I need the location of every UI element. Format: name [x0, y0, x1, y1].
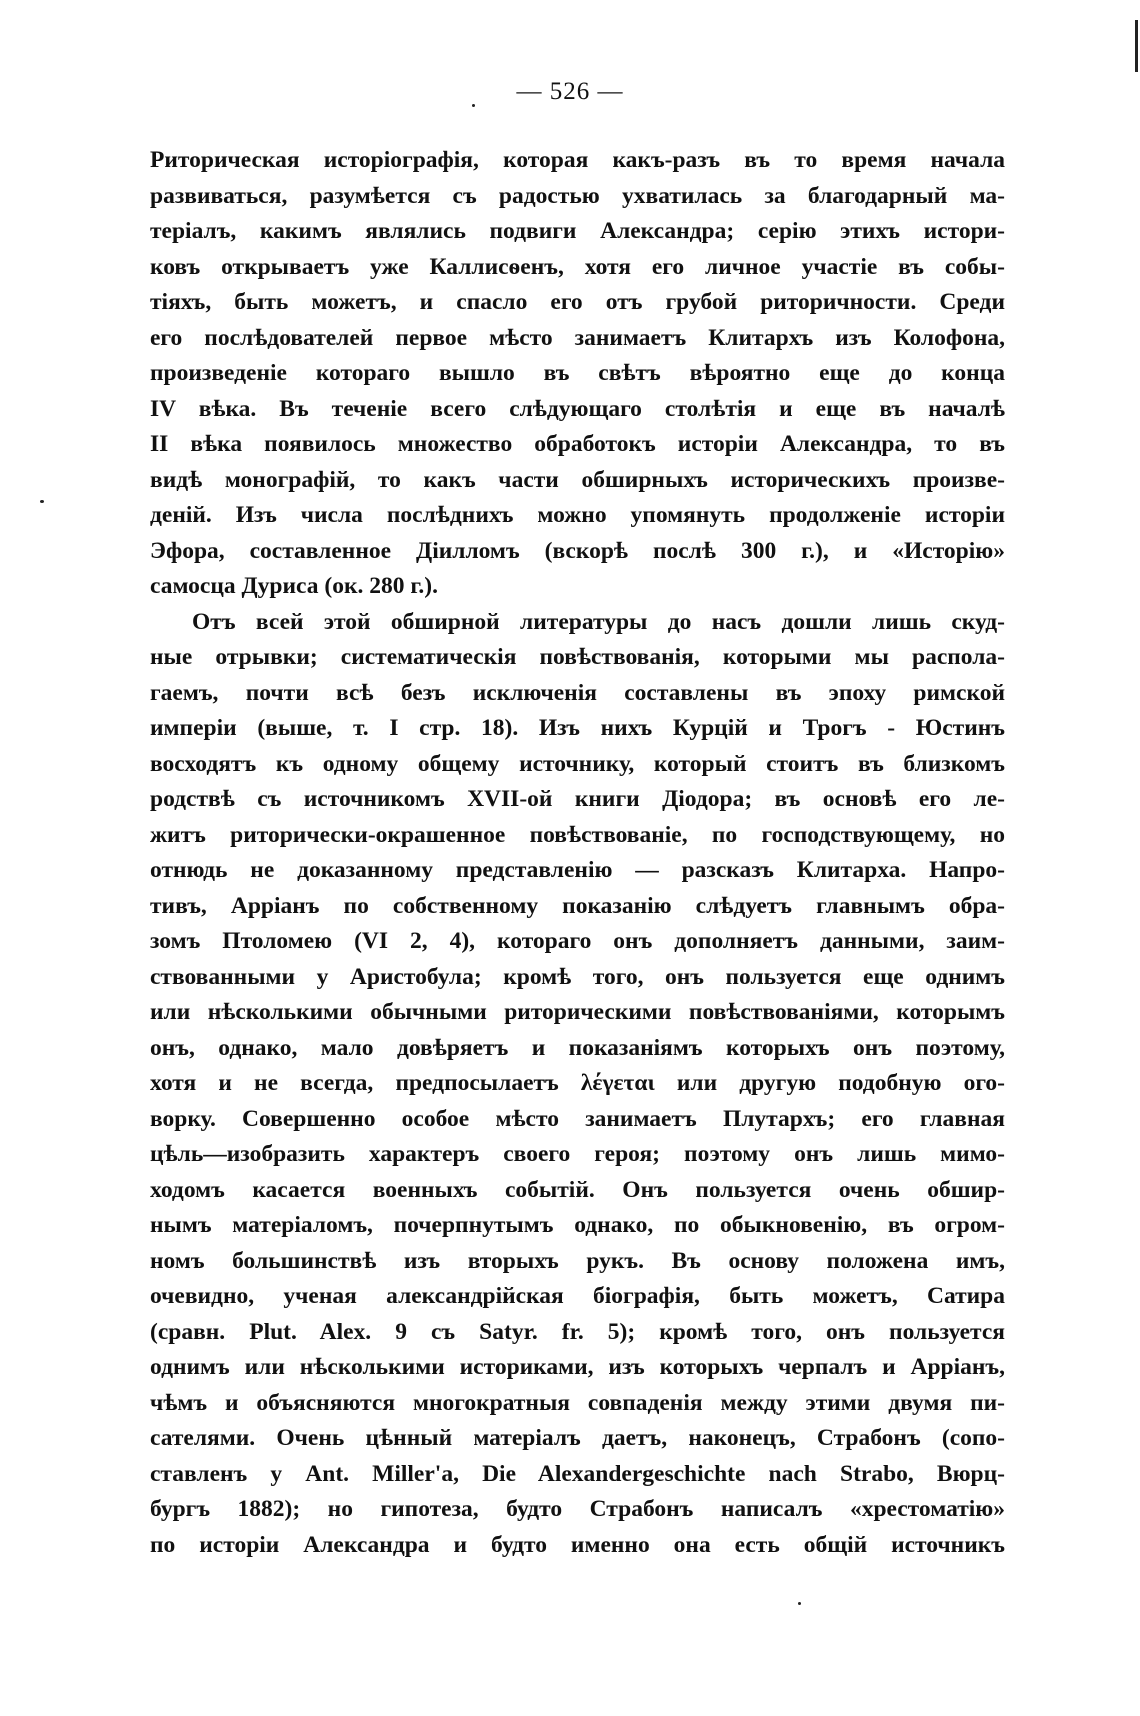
text-line: IV вѣка. Въ теченіе всего слѣдующаго столѣтія и еще въ началѣ: [150, 395, 1005, 422]
text-line: хотя и не всегда, предпосылаетъ λέγεται или другую подобную ого-: [150, 1070, 1005, 1096]
text-line: самосца Дуриса (ок. 280 г.).: [150, 573, 438, 599]
text-line: ковъ открываетъ уже Каллисѳенъ, хотя его личное участіе въ собы-: [150, 253, 1005, 280]
text-line: номъ большинствѣ изъ вторыхъ рукъ. Въ основу положена имъ,: [150, 1247, 1005, 1274]
text-line: чѣмъ и объясняются многократныя совпаденія между этими двумя пи-: [150, 1389, 1005, 1416]
text-line: ствованными у Аристобула; кромѣ того, онъ пользуется еще однимъ: [150, 963, 1005, 990]
text-line: теріалъ, какимъ являлись подвиги Александра; серію этихъ истори-: [150, 218, 1005, 244]
text-line: ворку. Совершенно особое мѣсто занимаетъ Плутархъ; его главная: [150, 1105, 1005, 1132]
text-line: родствѣ съ источникомъ XVII-ой книги Діодора; въ основѣ его ле-: [150, 786, 1005, 812]
text-line: гаемъ, почти всѣ безъ исключенія составлены въ эпоху римской: [150, 679, 1005, 706]
text-line: нымъ матеріаломъ, почерпнутымъ однако, по обыкновенію, въ огром-: [150, 1212, 1005, 1238]
text-line: зомъ Птоломею (VI 2, 4), котораго онъ дополняетъ данными, заим-: [150, 928, 1005, 954]
text-line: бургъ 1882); но гипотеза, будто Страбонъ написалъ «хрестоматію»: [150, 1496, 1005, 1522]
text-line: ные отрывки; систематическія повѣствованія, которыми мы распола-: [150, 644, 1005, 670]
text-line: Эфора, составленное Діилломъ (вскорѣ послѣ 300 г.), и «Исторію»: [150, 537, 1005, 564]
text-line: имперіи (выше, т. I стр. 18). Изъ нихъ Курцій и Трогъ - Юстинъ: [150, 715, 1005, 741]
text-line: ходомъ касается военныхъ событій. Онъ пользуется очень обшир-: [150, 1176, 1005, 1203]
text-line: восходятъ къ одному общему источнику, который стоитъ въ близкомъ: [150, 750, 1005, 777]
text-line: (сравн. Plut. Alex. 9 съ Satyr. fr. 5); кромѣ того, онъ пользуется: [150, 1318, 1005, 1345]
scan-speck: [798, 1602, 801, 1605]
text-line: Риторическая исторіографія, которая какъ-разъ въ то время начала: [150, 147, 1005, 173]
text-line: тивъ, Арріанъ по собственному показанію слѣдуетъ главнымъ обра-: [150, 892, 1005, 919]
text-line: онъ, однако, мало довѣряетъ и показаніямъ которыхъ онъ поэтому,: [150, 1034, 1005, 1061]
text-line: сателями. Очень цѣнный матеріалъ даетъ, наконецъ, Страбонъ (сопо-: [150, 1425, 1005, 1451]
scan-edge-mark: [1135, 20, 1138, 72]
text-line: очевидно, ученая александрійская біографія, быть можетъ, Сатира: [150, 1283, 1005, 1309]
text-line: по исторіи Александра и будто именно она есть общій источникъ: [150, 1531, 1005, 1558]
text-line: Отъ всей этой обширной литературы до насъ дошли лишь скуд-: [192, 608, 1005, 635]
text-line: или нѣсколькими обычными риторическими повѣствованіями, которымъ: [150, 999, 1005, 1025]
text-line: цѣль—изобразить характеръ своего героя; поэтому онъ лишь мимо-: [150, 1141, 1005, 1167]
text-line: развиваться, разумѣется съ радостью ухватилась за благодарный ма-: [150, 182, 1005, 209]
text-line: тіяхъ, быть можетъ, и спасло его отъ грубой риторичности. Среди: [150, 289, 1005, 315]
scan-speck: [40, 500, 44, 503]
text-line: житъ риторически-окрашенное повѣствованіе, по господствующему, но: [150, 821, 1005, 848]
text-line: однимъ или нѣсколькими историками, изъ которыхъ черпалъ и Арріанъ,: [150, 1354, 1005, 1380]
body-text: [150, 143, 1005, 1563]
text-line: отнюдь не доказанному представленію — разсказъ Клитарха. Напро-: [150, 857, 1005, 883]
text-line: деній. Изъ числа послѣднихъ можно упомянуть продолженіе исторіи: [150, 502, 1005, 528]
page-number: — 526 —: [516, 78, 624, 105]
text-line: II вѣка появилось множество обработокъ исторіи Александра, то въ: [150, 431, 1005, 457]
text-line: ставленъ у Ant. Miller'a, Die Alexandergeschichte nach Strabo, Вюрц-: [150, 1460, 1005, 1487]
text-line: произведеніе котораго вышло въ свѣтъ вѣроятно еще до конца: [150, 360, 1005, 386]
text-line: его послѣдователей первое мѣсто занимаетъ Клитархъ изъ Колофона,: [150, 324, 1005, 351]
paragraph-2: [150, 605, 1005, 1564]
text-line: видѣ монографій, то какъ части обширныхъ историческихъ произве-: [150, 466, 1005, 493]
paragraph-1: [150, 143, 1005, 605]
